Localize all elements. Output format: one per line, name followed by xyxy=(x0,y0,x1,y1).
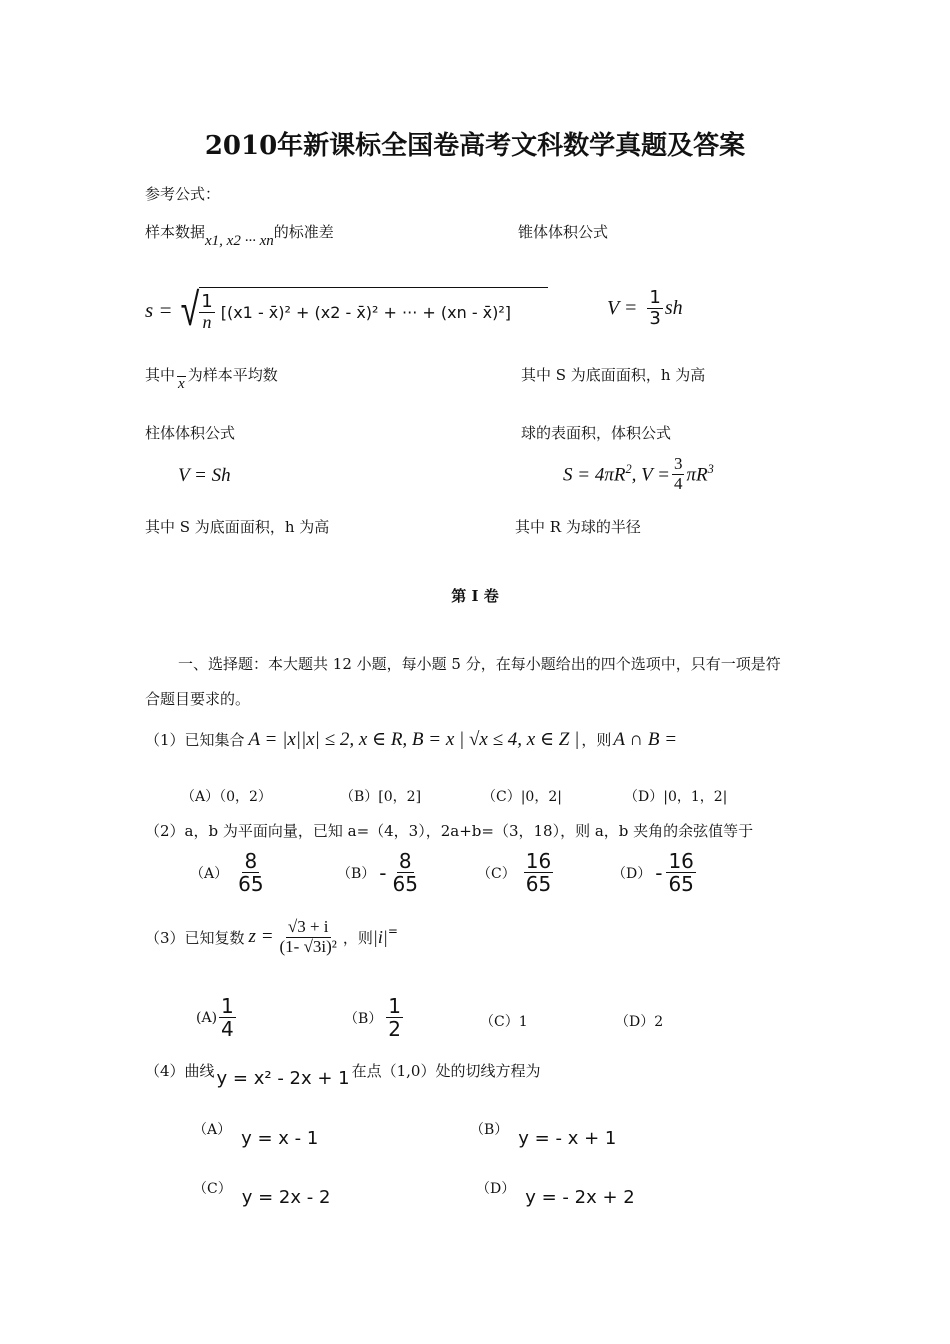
q3-option-a: (A) $\frac{1}{4}$ xyxy=(196,994,234,1041)
prism-note: 其中 S 为底面面积，h 为高 xyxy=(145,518,330,536)
q1-set: A = |x||x| ≤ 2, x ∈ R, B = x | √x ≤ 4, x ∈ Z | xyxy=(248,729,580,750)
cone-volume-label: 锥体体积公式 xyxy=(518,223,609,241)
question-1: （1）已知集合 A = |x||x| ≤ 2, x ∈ R, B = x | √x ≤ 4, x ∈ Z | ，则 A ∩ B = xyxy=(145,728,678,750)
sd-formula xyxy=(145,282,548,338)
sample-data-label xyxy=(145,221,334,249)
sphere-note: 其中 R 为球的半径 xyxy=(515,518,641,536)
xbar-symbol: x xyxy=(178,376,185,392)
cone-note: 其中 S 为底面面积，h 为高 xyxy=(521,366,706,384)
sphere-formula: $S = 4\pi R^2$, V = $\frac{3}{4}$ $\pi R^3$ xyxy=(563,454,714,493)
q3-numerator: √3 + i xyxy=(287,917,329,936)
sample-tail: 的标准差 xyxy=(273,223,334,241)
q1-option-c: （C）|0，2| xyxy=(482,789,562,805)
sample-vars: x1, x2 ··· xn xyxy=(205,233,274,249)
prism-formula: V = Sh xyxy=(178,465,231,486)
cone-formula: V = $\frac{1}{3}$ sh xyxy=(607,287,683,329)
sample-data-text: 样本数据 xyxy=(145,223,206,241)
page-title: 2010年新课标全国卷高考文科数学真题及答案 xyxy=(204,131,746,161)
sd-body: [(x1 - x̄)² + (x2 - x̄)² + ··· + (xn - x̄)²] xyxy=(220,303,512,322)
q4-option-c: （C） y = 2x - 2 xyxy=(193,1180,331,1208)
prism-volume-label: 柱体体积公式 xyxy=(145,424,236,442)
intro-line-2: 合题目要求的。 xyxy=(145,690,251,708)
question-2: （2）a，b 为平面向量，已知 a=（4，3），2a+b=（3，18），则 a，b 夹角的余弦值等于 xyxy=(145,822,754,840)
q2-option-a: （A） $\frac{8}{65}$ xyxy=(190,849,264,896)
q2-option-d: （D） - $\frac{16}{65}$ xyxy=(612,849,694,896)
intro-line-1: 一、选择题：本大题共 12 小题，每小题 5 分，在每小题给出的四个选项中，只有一项是符 xyxy=(178,655,781,673)
sphere-label: 球的表面积，体积公式 xyxy=(521,424,672,442)
q1-option-a: （A）（0，2） xyxy=(181,789,272,805)
sqrt-sign: √ xyxy=(180,283,200,337)
sqrt-radicand xyxy=(199,287,548,333)
q4-option-b: （B） y = - x + 1 xyxy=(470,1121,617,1149)
mean-note: 其中 x 为样本平均数 xyxy=(145,366,278,392)
formulas-header: 参考公式： xyxy=(145,185,221,203)
q1-option-b: （B）[0，2] xyxy=(340,789,422,805)
q3-option-d: （D）2 xyxy=(615,1014,664,1030)
q3-denominator: (1- √3i)² xyxy=(279,936,337,956)
question-4: （4）曲线 y = x² - 2x + 1 在点（1,0）处的切线方程为 xyxy=(145,1062,541,1089)
section-heading: 第 I 卷 xyxy=(451,587,499,605)
q2-option-b: （B） - $\frac{8}{65}$ xyxy=(337,849,418,896)
sd-lhs: s = xyxy=(145,297,173,322)
one-over-n: $\frac{1}{n}$ xyxy=(201,291,213,332)
question-3: （3）已知复数 z = $\frac{√3 + i}{\text{(1- √3i)²}}$ ，则 |i| = xyxy=(145,917,398,956)
q1-option-d: （D）|0，1，2| xyxy=(624,789,728,805)
q4-option-d: （D） y = - 2x + 2 xyxy=(476,1180,635,1208)
q3-option-b: （B） $\frac{1}{2}$ xyxy=(344,994,402,1041)
q3-option-c: （C）1 xyxy=(480,1014,528,1030)
q4-option-a: （A） y = x - 1 xyxy=(193,1121,319,1149)
q4-curve: y = x² - 2x + 1 xyxy=(216,1068,350,1089)
q2-option-c: （C） $\frac{16}{65}$ xyxy=(477,849,552,896)
